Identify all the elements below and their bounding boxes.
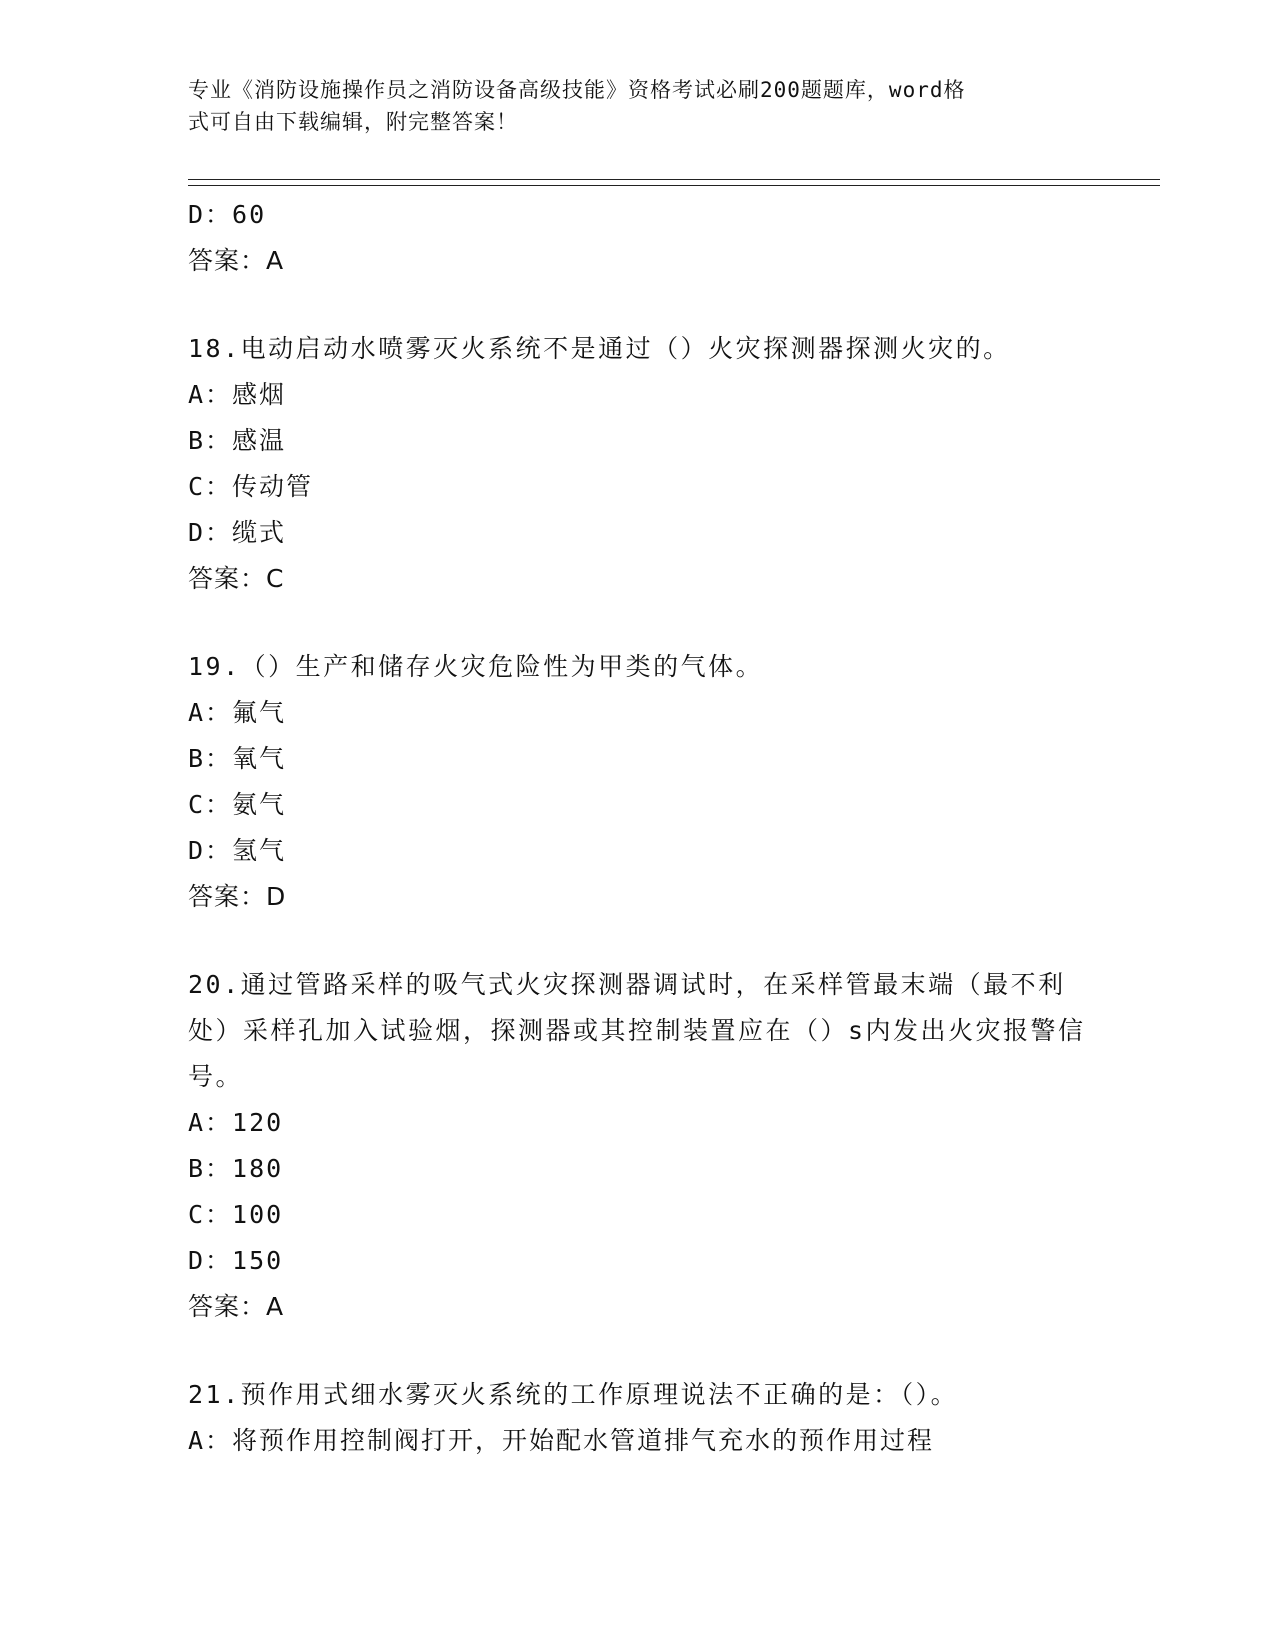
question-19-text: 19.（）生产和储存火灾危险性为甲类的气体。 [188, 652, 764, 681]
header-divider-top [188, 179, 1160, 180]
question-18-text: 18.电动启动水喷雾灭火系统不是通过（）火灾探测器探测火灾的。 [188, 334, 1011, 363]
spacer [188, 1330, 1088, 1372]
header-line-1: 专业《消防设施操作员之消防设备高级技能》资格考试必刷200题题库，word格 [188, 78, 966, 102]
question-20-text: 20.通过管路采样的吸气式火灾探测器调试时，在采样管最末端（最不利处）采样孔加入试验烟，探测器或其控制装置应在（）s内发出火灾报警信号。 [188, 970, 1086, 1091]
header-line-2: 式可自由下载编辑，附完整答案！ [188, 110, 518, 134]
question-19-option-a: A：氟气 [188, 698, 287, 727]
prev-option-d: D：60 [188, 200, 267, 229]
question-19-answer: 答案：D [188, 882, 287, 911]
spacer [188, 920, 1088, 962]
question-20-answer: 答案：A [188, 1292, 285, 1321]
question-20-option-b: B：180 [188, 1154, 284, 1183]
question-19-option-d: D：氢气 [188, 836, 287, 865]
question-21-option-a: A：将预作用控制阀打开，开始配水管道排气充水的预作用过程 [188, 1426, 935, 1455]
spacer [188, 602, 1088, 644]
question-18-option-b: B：感温 [188, 426, 287, 455]
question-19-option-b: B：氧气 [188, 744, 287, 773]
page-header [188, 74, 1088, 138]
question-20-option-a: A：120 [188, 1108, 284, 1137]
question-18-option-d: D：缆式 [188, 518, 287, 547]
question-18-option-a: A：感烟 [188, 380, 287, 409]
question-20-option-d: D：150 [188, 1246, 284, 1275]
prev-answer: 答案：A [188, 246, 285, 275]
question-20-option-c: C：100 [188, 1200, 284, 1229]
question-21-text: 21.预作用式细水雾灭火系统的工作原理说法不正确的是：（）。 [188, 1380, 959, 1409]
question-content [188, 192, 1088, 1464]
question-18-answer: 答案：C [188, 564, 285, 593]
spacer [188, 284, 1088, 326]
question-19-option-c: C：氨气 [188, 790, 287, 819]
header-divider-bottom [188, 185, 1160, 186]
question-18-option-c: C：传动管 [188, 472, 314, 501]
